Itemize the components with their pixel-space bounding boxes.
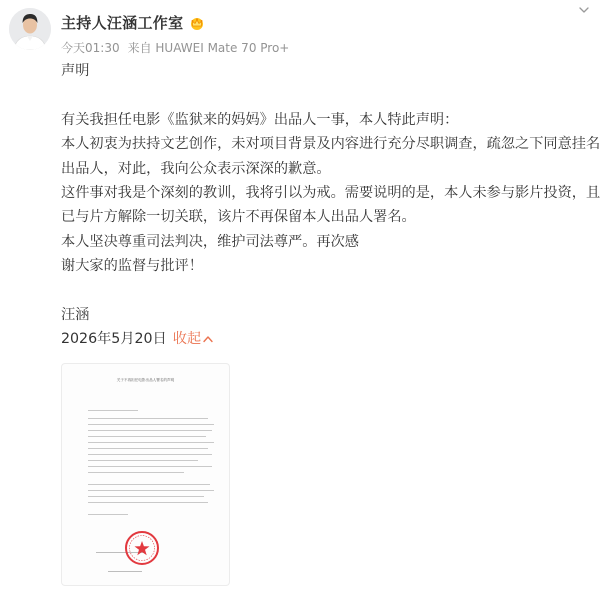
post-signature: 汪涵 [61,307,90,324]
collapse-button[interactable] [173,331,213,347]
post-line: 这件事对我是个深刻的教训，我将引以为戒。需要说明的是，本人未参与影片投资，且 [61,185,601,202]
post-line: 谢大家的监督与批评！ [61,258,203,275]
author-name[interactable]: 主持人汪涵工作室 [61,14,184,32]
collapse-label: 收起 [172,331,202,348]
author-header [61,12,205,33]
post-line-intro: 有关我担任电影《监狱来的妈妈》出品人一事，本人特此声明： [61,111,459,128]
red-seal-stamp [124,530,160,566]
post-date-row [61,327,601,351]
post-date: 2026年5月20日 [61,331,167,348]
avatar[interactable] [9,8,51,50]
post-source: 来自 HUAWEI Mate 70 Pro+ [127,41,290,55]
post-line-heading: 声明 [61,63,90,79]
statement-image-title: 关于不再担任电影出品人署名的声明 [116,378,175,382]
post-line: 本人初衷为扶持文艺创作，未对项目背景及内容进行充分尽职调查，疏忽之下同意挂名 [61,136,601,153]
post-meta [61,39,289,56]
post-line-blank [61,83,601,107]
chevron-down-icon[interactable] [578,4,590,16]
post-timestamp[interactable]: 今天01:30 [61,41,120,55]
post-line-blank [61,279,601,303]
crown-icon [189,16,205,30]
post-line: 出品人，对此，我向公众表示深深的歉意。 [61,160,331,177]
avatar-portrait [9,8,51,50]
post-line: 本人坚决尊重司法判决，维护司法尊严。再次感 [61,233,359,250]
chevron-up-icon [203,335,213,343]
post-line: 已与片方解除一切关联，该片不再保留本人出品人署名。 [61,209,416,226]
post-body [61,59,601,352]
